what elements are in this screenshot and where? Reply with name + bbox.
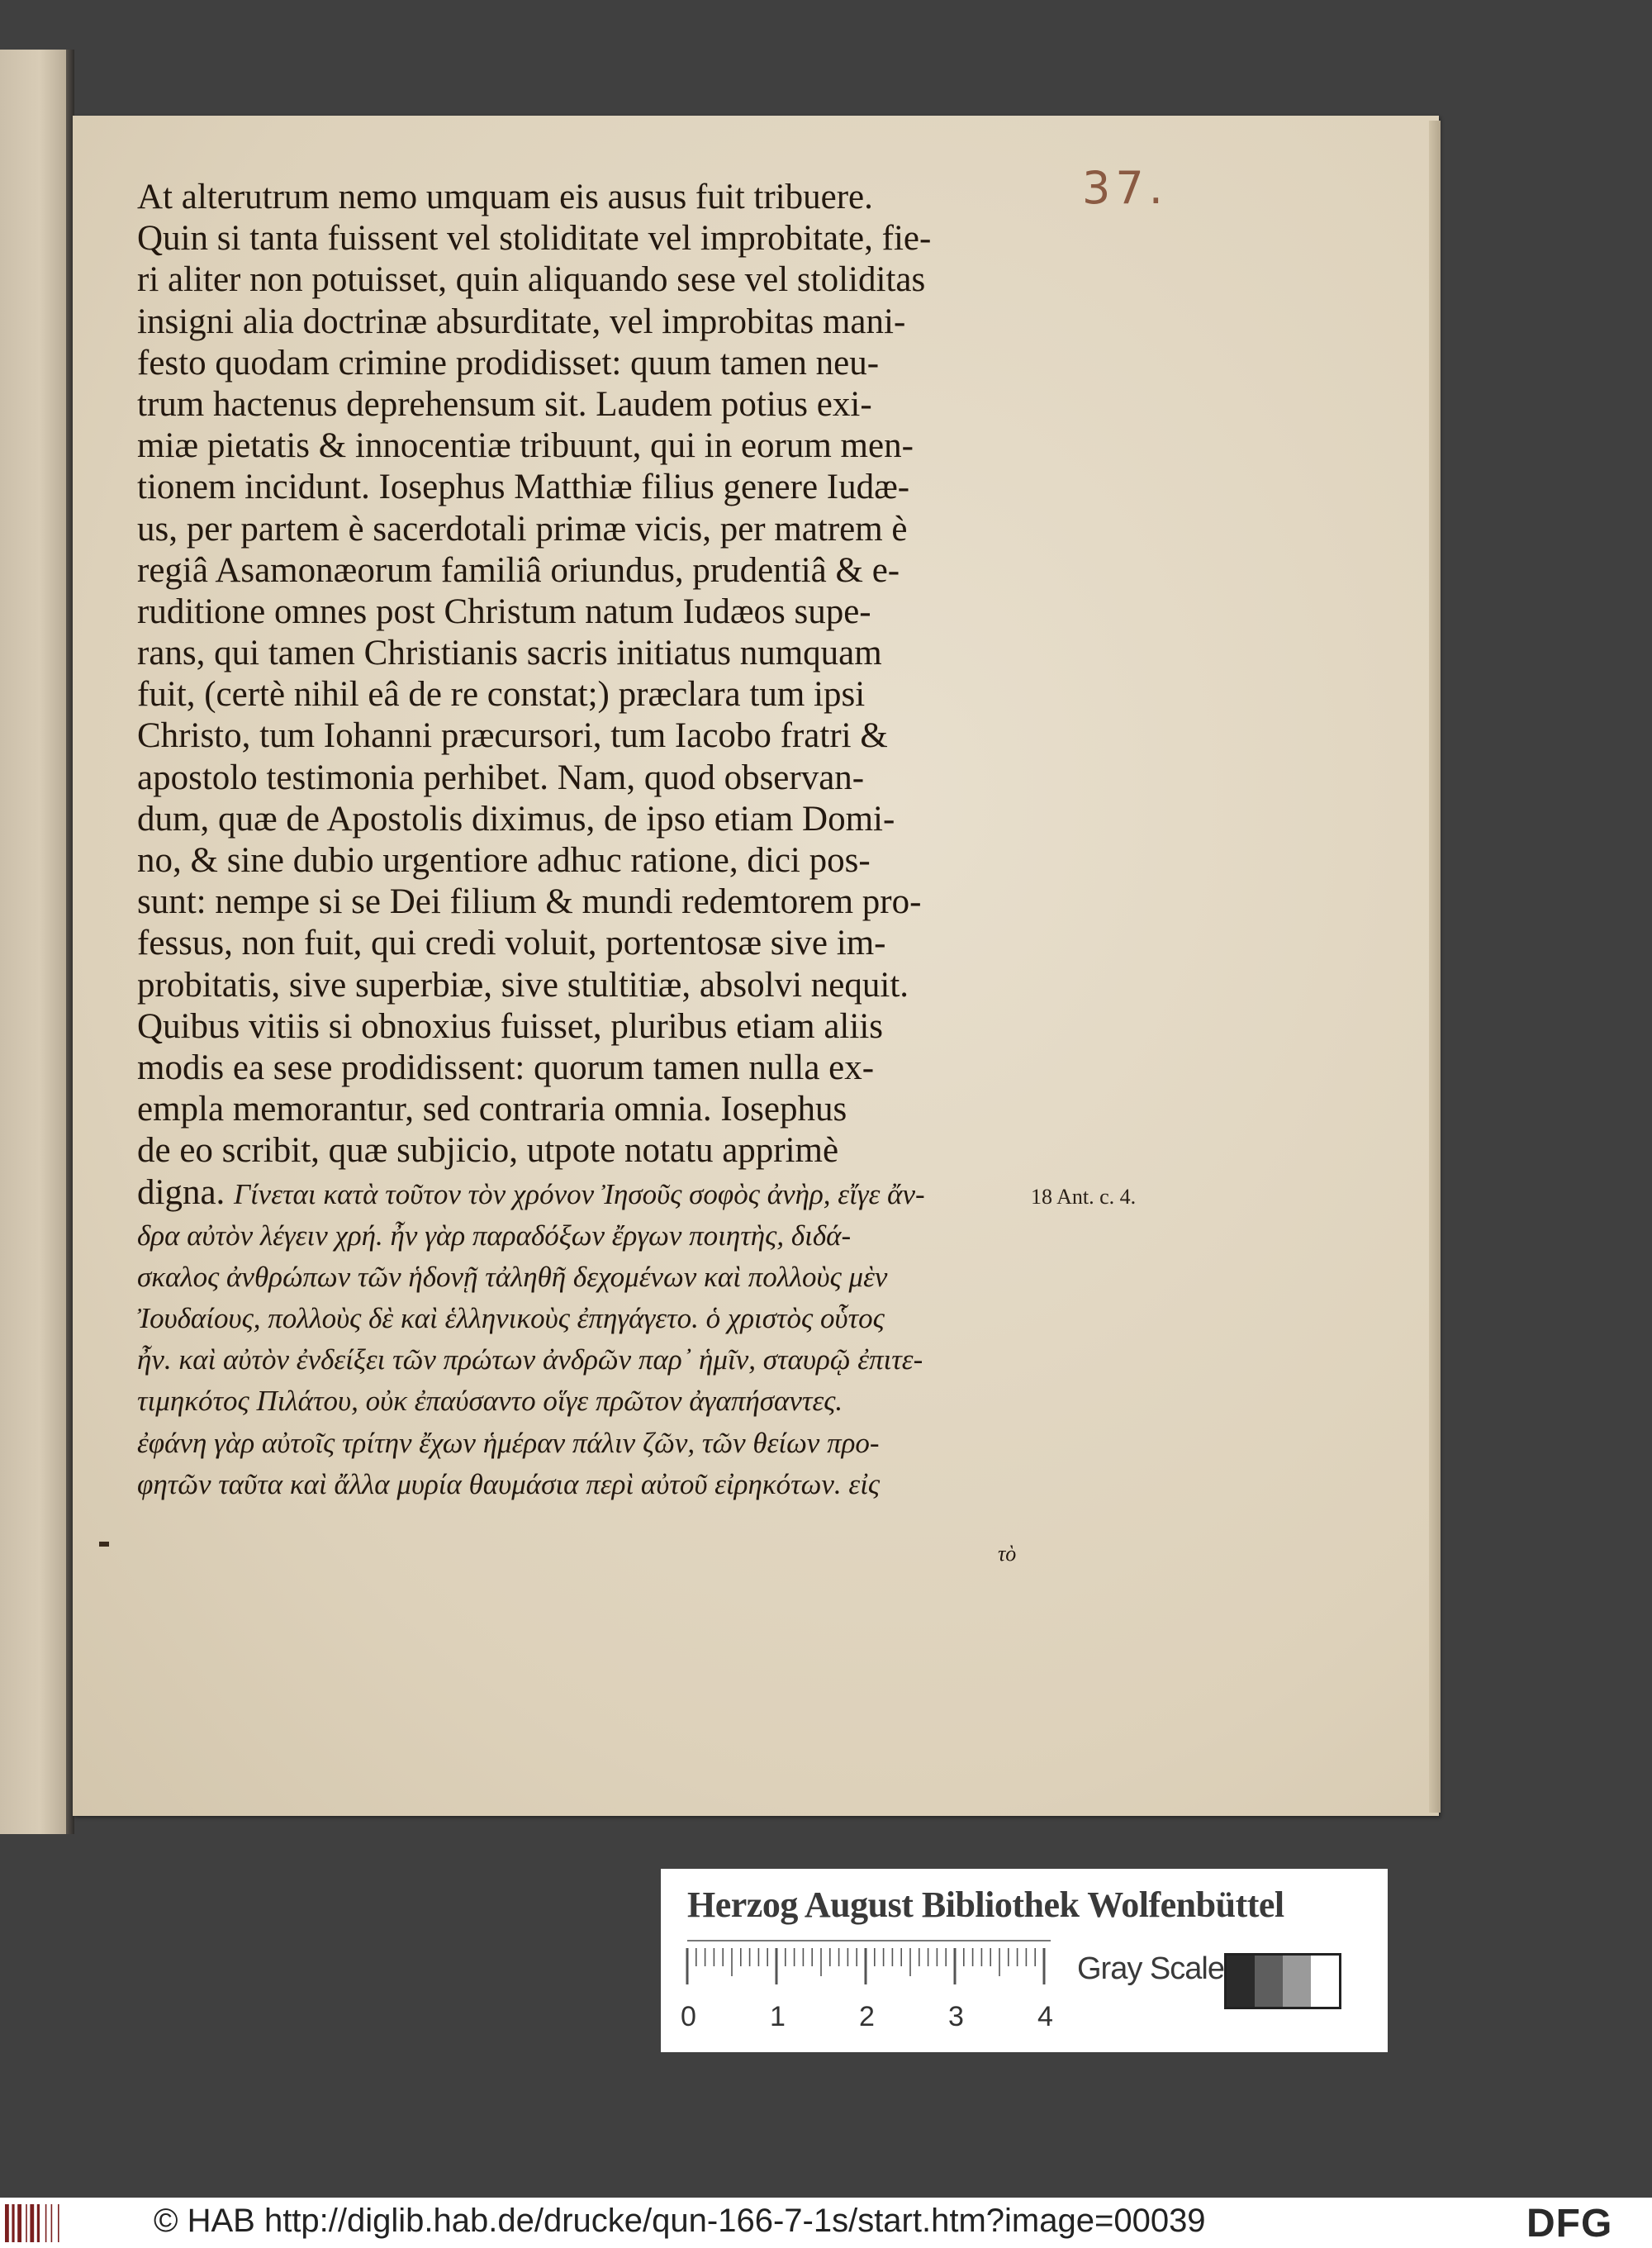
greek-text: ἦν. καὶ αὐτὸν ἐνδείξει τῶν πρώτων ἀνδρῶν παρ᾽ ἡμῖν, σταυρῷ ἐπιτε- bbox=[137, 1343, 923, 1376]
gray-step bbox=[1255, 1956, 1283, 2007]
text-line: trum hactenus deprehensum sit. Laudem potius exi- bbox=[137, 384, 872, 424]
barcode-bar bbox=[17, 2204, 21, 2242]
greek-text: δρα αὐτὸν λέγειν χρή. ἦν γὰρ παραδόξων ἔργων ποιητὴς, διδά- bbox=[137, 1219, 852, 1252]
barcode-icon bbox=[5, 2204, 64, 2242]
text-line: festo quodam crimine prodidisset: quum tamen neu- bbox=[137, 343, 880, 383]
ruler-number: 1 bbox=[770, 2001, 786, 2032]
greek-text: ἐφάνη γὰρ αὐτοῖς τρίτην ἔχων ἡμέραν πάλιν ζῶν, τῶν θείων προ- bbox=[137, 1426, 880, 1459]
page-body-text bbox=[137, 177, 1029, 1504]
greek-text-line bbox=[137, 1421, 1029, 1462]
text-line: us, per partem è sacerdotali primæ vicis, per matrem è bbox=[137, 509, 908, 549]
greek-text-line bbox=[137, 1255, 1029, 1296]
text-line: apostolo testimonia perhibet. Nam, quod observan- bbox=[137, 758, 865, 797]
page-edge bbox=[1429, 121, 1441, 1813]
barcode-bar bbox=[45, 2204, 47, 2242]
text-line: no, & sine dubio urgentiore adhuc ratione, dici pos- bbox=[137, 841, 871, 880]
text-line: sunt: nempe si se Dei filium & mundi redemtorem pro- bbox=[137, 882, 922, 922]
page-mark bbox=[99, 1542, 109, 1547]
text-line: dum, quæ de Apostolis diximus, de ipso etiam Domi- bbox=[137, 799, 895, 839]
margin-reference-note: 18 Ant. c. 4. bbox=[1031, 1185, 1137, 1209]
barcode-bar bbox=[26, 2204, 27, 2242]
footer-url[interactable]: © HAB http://diglib.hab.de/drucke/qun-166-7-1s/start.htm?image=00039 bbox=[154, 2203, 1206, 2239]
color-reference-card bbox=[661, 1869, 1388, 2052]
text-line: ruditione omnes post Christum natum Iudæos supe- bbox=[137, 592, 871, 631]
greek-prefix: digna. bbox=[137, 1172, 235, 1212]
handwritten-page-number: 37. bbox=[1082, 162, 1168, 214]
facing-page-fragment bbox=[0, 50, 66, 1834]
text-line: fessus, non fuit, qui credi voluit, portentosæ sive im- bbox=[137, 924, 886, 963]
ruler-number: 3 bbox=[948, 2001, 964, 2032]
barcode-bar bbox=[37, 2204, 40, 2242]
text-line: rans, qui tamen Christianis sacris initiatus numquam bbox=[137, 634, 882, 673]
text-line: Quin si tanta fuissent vel stoliditate vel improbitate, fie- bbox=[137, 219, 932, 259]
greek-text-line bbox=[137, 1172, 1029, 1214]
greek-text-line bbox=[137, 1379, 1029, 1420]
barcode-bar bbox=[30, 2204, 34, 2242]
greek-text-line bbox=[137, 1338, 1029, 1379]
text-line: miæ pietatis & innocentiæ tribuunt, qui in eorum men- bbox=[137, 426, 914, 466]
text-line: de eo scribit, quæ subjicio, utpote notatu apprimè bbox=[137, 1131, 839, 1171]
text-line: insigni alia doctrinæ absurditate, vel improbitas mani- bbox=[137, 302, 906, 341]
barcode-bar bbox=[12, 2204, 14, 2242]
dfg-logo: DFG bbox=[1526, 2202, 1613, 2246]
greek-text: φητῶν ταῦτα καὶ ἄλλα μυρία θαυμάσια περὶ αὐτοῦ εἰρηκότων. εἰς bbox=[137, 1467, 881, 1500]
greek-text-line bbox=[137, 1214, 1029, 1255]
greek-text: σκαλος ἀνθρώπων τῶν ἡδονῇ τἀληθῆ δεχομένων καὶ πολλοὺς μὲν bbox=[137, 1260, 888, 1293]
gray-scale-swatch bbox=[1224, 1953, 1341, 2009]
gray-scale-label: Gray Scale bbox=[1077, 1951, 1224, 1986]
ruler-number: 0 bbox=[681, 2001, 696, 2032]
text-line: At alterutrum nemo umquam eis ausus fuit tribuere. bbox=[137, 178, 873, 216]
catchword: τὸ bbox=[998, 1542, 1017, 1566]
footer-bar bbox=[0, 2198, 1652, 2248]
barcode-bar bbox=[5, 2204, 9, 2242]
text-line: probitatis, sive superbiæ, sive stultitiæ, absolvi nequit. bbox=[137, 965, 909, 1005]
ruler-ticks bbox=[686, 1945, 1066, 2003]
greek-text: Γίνεται κατὰ τοῦτον τὸν χρόνον Ἰησοῦς σοφὸς ἀνὴρ, εἴγε ἄν- bbox=[234, 1177, 925, 1210]
gray-step bbox=[1227, 1956, 1255, 2007]
text-line: tionem incidunt. Iosephus Matthiæ filius genere Iudæ- bbox=[137, 468, 910, 507]
ruler-number: 4 bbox=[1037, 2001, 1053, 2032]
card-rule bbox=[687, 1940, 1051, 1941]
card-title: Herzog August Bibliothek Wolfenbüttel bbox=[687, 1884, 1284, 1925]
barcode-bar bbox=[51, 2204, 53, 2242]
text-line: empla memorantur, sed contraria omnia. Iosephus bbox=[137, 1090, 847, 1129]
ruler-number: 2 bbox=[859, 2001, 875, 2032]
gray-step bbox=[1311, 1956, 1339, 2007]
greek-text-line bbox=[137, 1296, 1029, 1338]
barcode-bar bbox=[58, 2204, 59, 2242]
text-line: fuit, (certè nihil eâ de re constat;) præclara tum ipsi bbox=[137, 675, 866, 715]
text-line: Quibus vitiis si obnoxius fuisset, pluribus etiam aliis bbox=[137, 1006, 883, 1046]
greek-text: Ἰουδαίους, πολλοὺς δὲ καὶ ἑλληνικοὺς ἐπηγάγετο. ὁ χριστὸς οὗτος bbox=[137, 1302, 885, 1335]
greek-text-line bbox=[137, 1462, 1029, 1504]
gray-step bbox=[1283, 1956, 1311, 2007]
greek-text: τιμηκότος Πιλάτου, οὐκ ἐπαύσαντο οἵγε πρῶτον ἀγαπήσαντες. bbox=[137, 1385, 843, 1418]
text-line: modis ea sese prodidissent: quorum tamen nulla ex- bbox=[137, 1048, 875, 1087]
text-line: ri aliter non potuisset, quin aliquando sese vel stoliditas bbox=[137, 260, 926, 300]
text-line: regiâ Asamonæorum familiâ oriundus, prudentiâ & e- bbox=[137, 550, 900, 590]
text-line: Christo, tum Iohanni præcursori, tum Iacobo fratri & bbox=[137, 716, 888, 756]
